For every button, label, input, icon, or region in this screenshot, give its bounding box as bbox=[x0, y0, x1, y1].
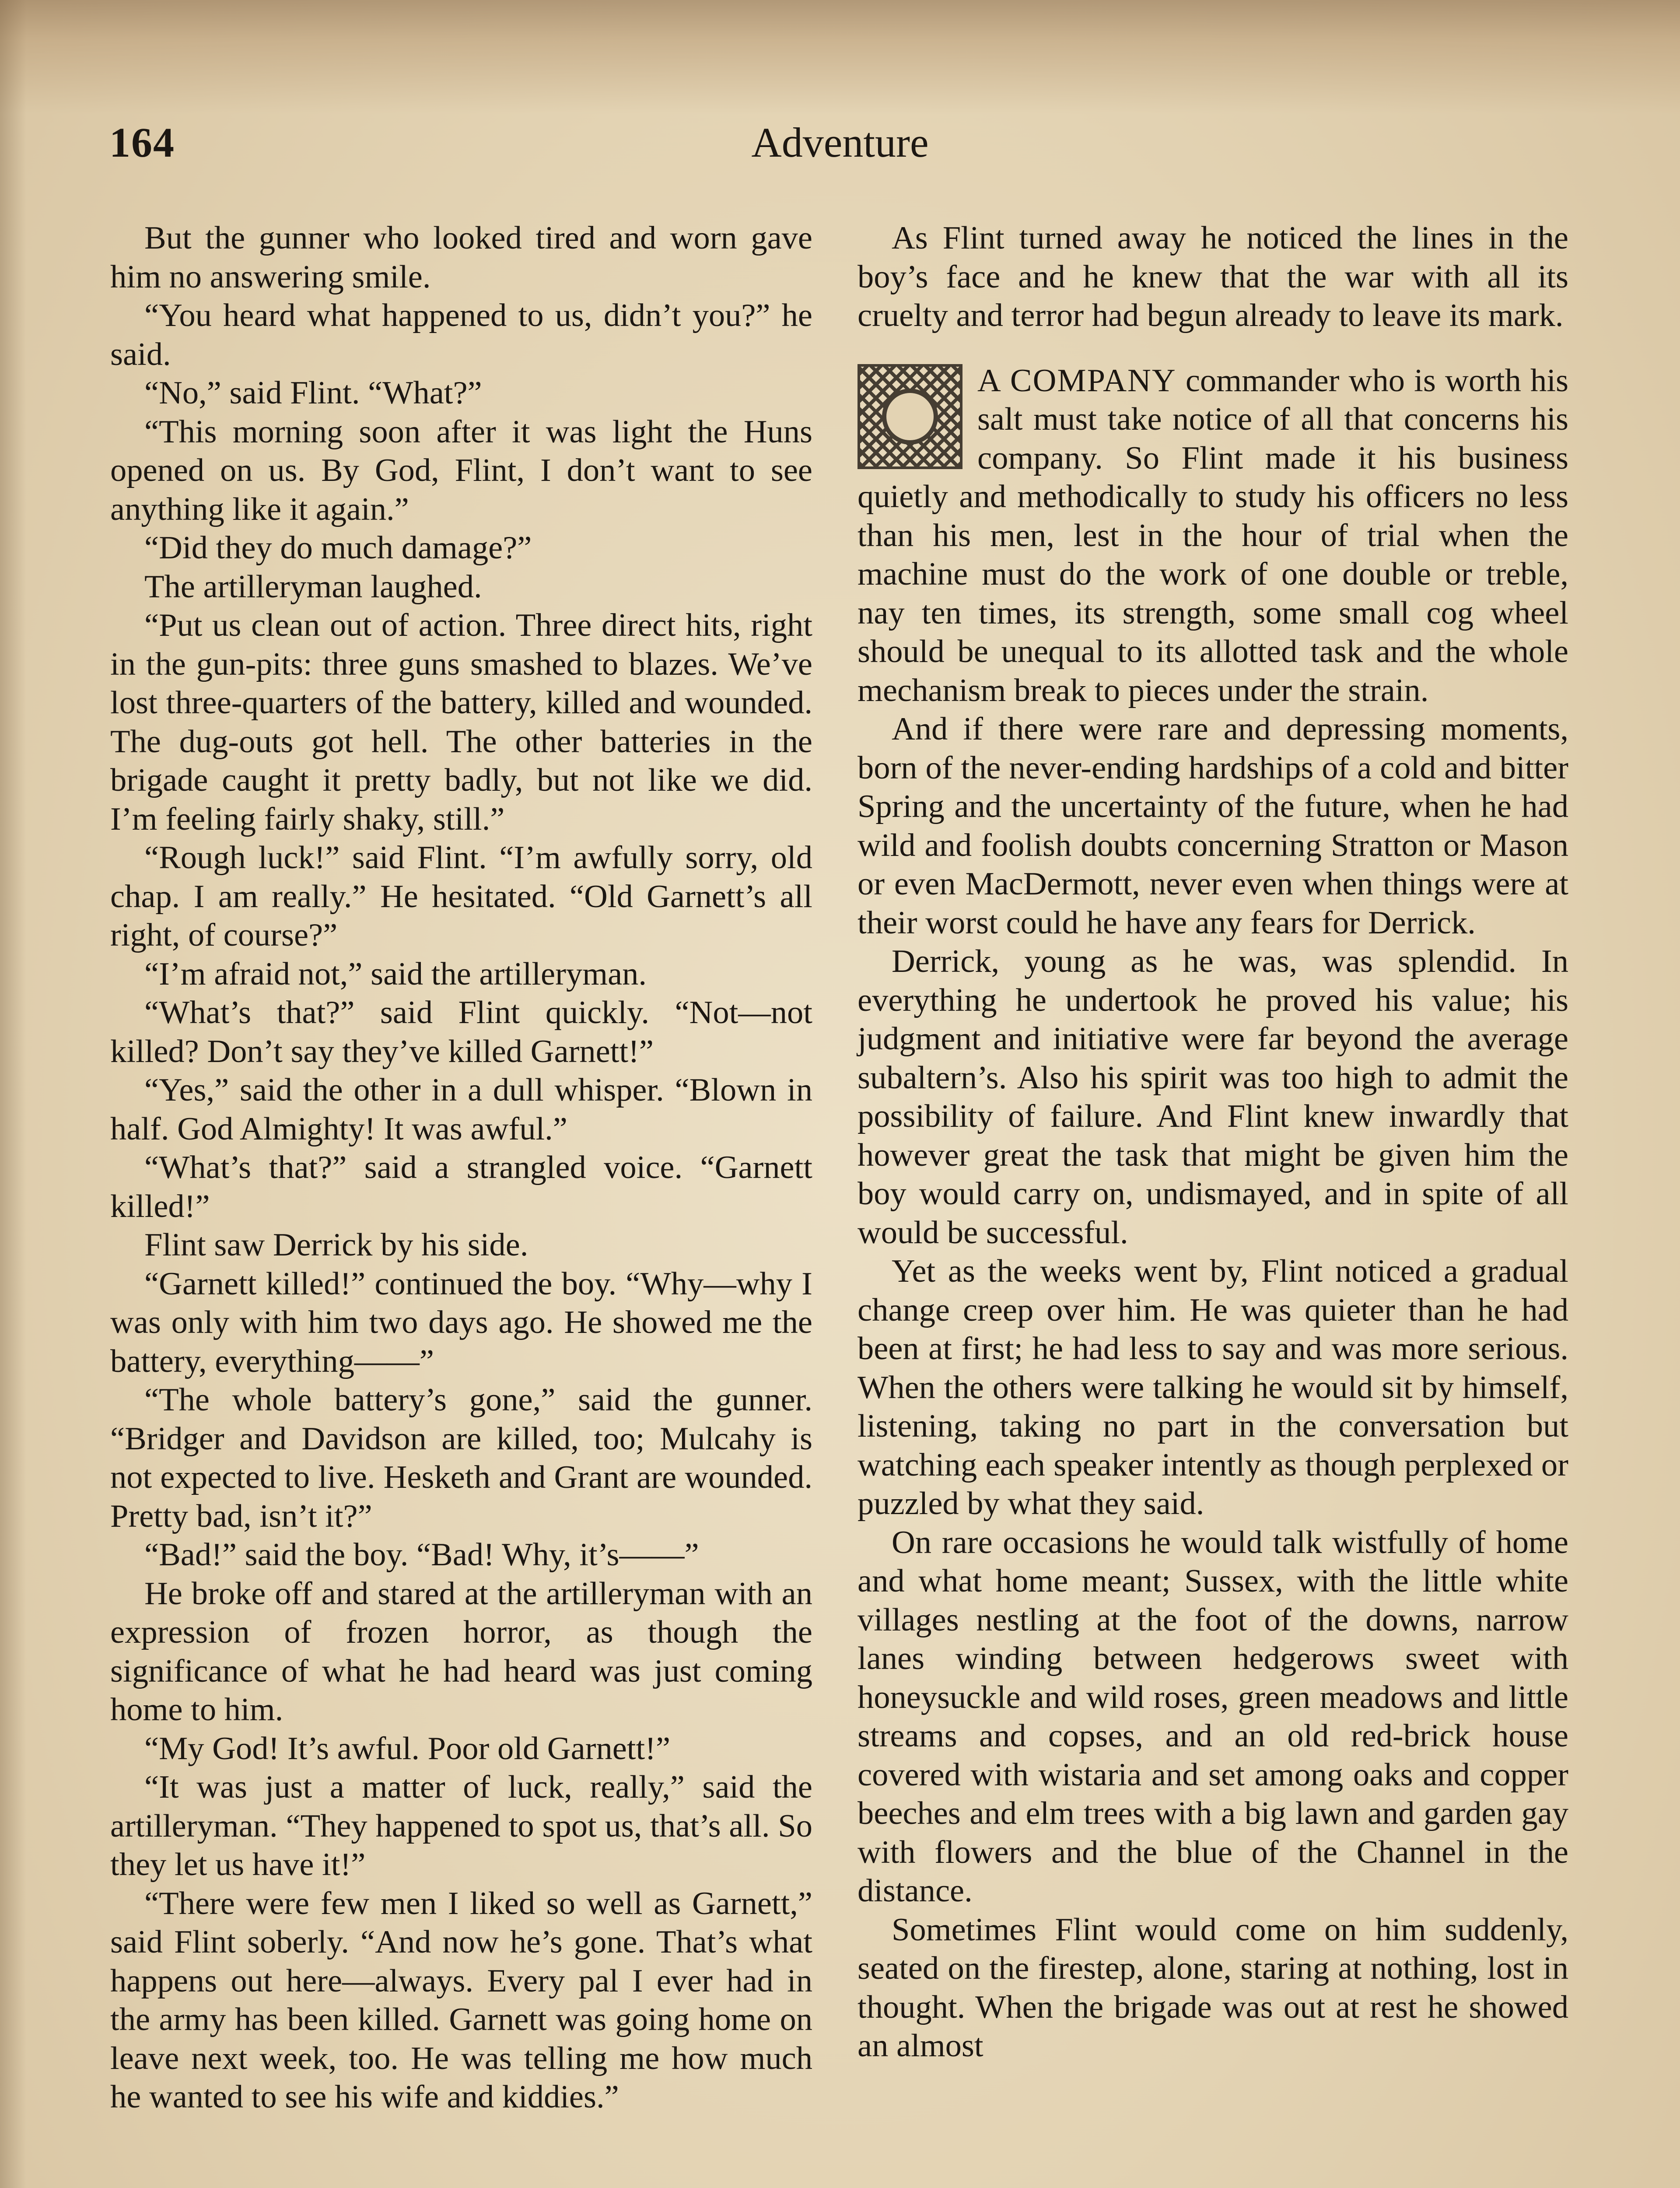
paragraph: He broke off and stared at the artilleryman with an expression of frozen horror, as though the significance of what he had heard was just coming home to him. bbox=[110, 1575, 812, 1728]
paragraph: “The whole battery’s gone,” said the gunner. “Bridger and Davidson are killed, too; Mulcahy is not expected to live. Hesketh and Grant are wounded. Pretty bad, isn’t it?” bbox=[110, 1382, 812, 1534]
running-head: Adventure bbox=[751, 119, 929, 166]
paragraph: As Flint turned away he noticed the lines in the boy’s face and he knew that the war with all its cruelty and terror had begun already to leave its mark. bbox=[858, 220, 1568, 333]
page-edge-shadow bbox=[0, 0, 26, 2188]
right-column bbox=[858, 219, 1568, 2065]
paragraph: And if there were rare and depressing moments, born of the never-ending hardships of a cold and bitter Spring and the uncertainty of the future, when he had wild and foolish doubts concerning Stratton or Mason or even MacDermott, never even when things were at their worst could he have any fears for Derrick. bbox=[858, 711, 1568, 941]
paragraph: Flint saw Derrick by his side. bbox=[144, 1227, 528, 1263]
paragraph: “What’s that?” said Flint quickly. “Not—not killed? Don’t say they’ve killed Garnett!” bbox=[110, 995, 812, 1069]
paragraph: “There were few men I liked so well as Garnett,” said Flint soberly. “And now he’s gone. That’s what happens out here—always. Every pal I ever had in the army has been killed. Garnett was going home on leave next week, too. He was telling me how much he wanted to see his wife and kiddies.” bbox=[110, 1885, 812, 2115]
paragraph: “No,” said Flint. “What?” bbox=[144, 375, 482, 411]
page-number: 164 bbox=[109, 119, 175, 166]
opening-caps: A COMPANY bbox=[977, 362, 1176, 399]
section-opening bbox=[858, 361, 1568, 710]
paragraph: But the gunner who looked tired and worn gave him no answering smile. bbox=[110, 220, 812, 295]
paragraph: Yet as the weeks went by, Flint noticed a gradual change creep over him. He was quieter than he had been at first; he had less to say and was more serious. When the others were talking he would sit by himself, listening, taking no part in the conversation but watching each speaker intently as though perplexed or puzzled by what they said. bbox=[858, 1253, 1568, 1522]
paragraph: The artilleryman laughed. bbox=[144, 568, 482, 605]
page-stain bbox=[0, 0, 1680, 114]
paragraph: “My God! It’s awful. Poor old Garnett!” bbox=[144, 1730, 671, 1767]
opening-text: commander who is worth his salt must take notice of all that concerns his company. So Flint made it his business quietly and methodically to study his officers no less than his men, lest in the hour of trial when the machine must do the work of one double or treble, nay ten times, its strength, some small cog wheel should be unequal to its allotted task and the whole mechanism break to pieces under the strain. bbox=[858, 362, 1568, 708]
paragraph: “What’s that?” said a strangled voice. “Garnett killed!” bbox=[110, 1150, 812, 1224]
page-header bbox=[109, 118, 1571, 184]
left-column bbox=[110, 219, 812, 2117]
paragraph: “Rough luck!” said Flint. “I’m awfully sorry, old chap. I am really.” He hesitated. “Old Garnett’s all right, of course?” bbox=[110, 840, 812, 953]
paragraph: On rare occasions he would talk wistfully of home and what home meant; Sussex, with the little white villages nestling at the foot of the downs, narrow lanes winding between hedgerows sweet with honeysuckle and wild roses, green meadows and little streams and copses, and an old red-brick house covered with wistaria and set among oaks and copper beeches and elm trees with a big lawn and garden gay with flowers and the blue of the Channel in the distance. bbox=[858, 1524, 1568, 1909]
paragraph: “Bad!” said the boy. “Bad! Why, it’s——” bbox=[144, 1537, 699, 1573]
paragraph: “Put us clean out of action. Three direct hits, right in the gun-pits: three guns smashed to blazes. We’ve lost three-quarters of the battery, killed and wounded. The dug-outs got hell. The other batteries in the brigade caught it pretty badly, but not like we did. I’m feeling fairly shaky, still.” bbox=[110, 607, 812, 837]
paragraph: Derrick, young as he was, was splendid. In everything he undertook he proved his value; his judgment and initiative were far beyond the average subaltern’s. Also his spirit was too high to admit the possibility of failure. And Flint knew inwardly that however great the task that might be given him the boy would carry on, undismayed, and in spite of all would be successful. bbox=[858, 943, 1568, 1251]
paragraph: “This morning soon after it was light the Huns opened on us. By God, Flint, I don’t want to see anything like it again.” bbox=[110, 414, 812, 527]
celtic-knot-ornament-icon bbox=[858, 364, 962, 469]
paragraph: “I’m afraid not,” said the artilleryman. bbox=[144, 956, 647, 992]
paragraph: “Yes,” said the other in a dull whisper. “Blown in half. God Almighty! It was awful.” bbox=[110, 1072, 812, 1147]
paragraph: “You heard what happened to us, didn’t you?” he said. bbox=[110, 298, 812, 372]
paragraph: “It was just a matter of luck, really,” said the artilleryman. “They happened to spot us, that’s all. So they let us have it!” bbox=[110, 1769, 812, 1883]
paragraph: Sometimes Flint would come on him suddenly, seated on the firestep, alone, staring at nothing, lost in thought. When the brigade was out at rest he showed an almost bbox=[858, 1911, 1568, 2064]
paragraph: “Garnett killed!” continued the boy. “Why—why I was only with him two days ago. He showed me the battery, everything——” bbox=[110, 1266, 812, 1379]
paragraph: “Did they do much damage?” bbox=[144, 530, 532, 566]
